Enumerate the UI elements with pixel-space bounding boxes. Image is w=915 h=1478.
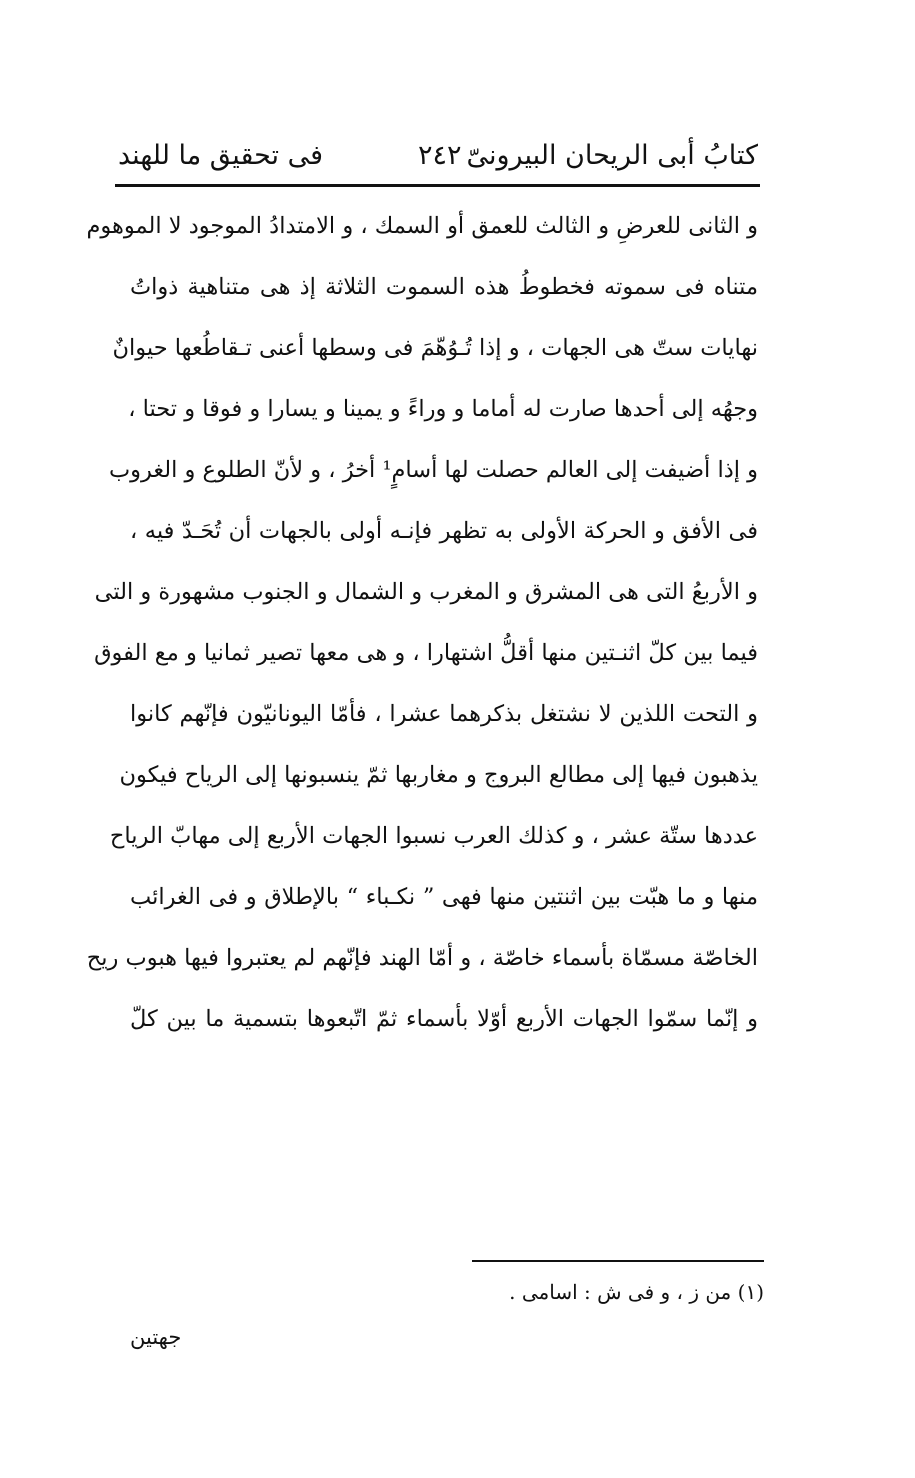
- text-line: و إنّما سمّوا الجهات الأربع أوّلا بأسماء ثمّ اتّبعوها بتسمية ما بين كلّ: [130, 1006, 758, 1032]
- text-line: و الثانى للعرضِ و الثالث للعمق أو السمك ، و الامتدادُ الموجود لا الموهوم: [86, 213, 758, 239]
- text-line: متناه فى سموته فخطوطُ هذه السموت الثلاثة إذ هى متناهية ذواتُ: [130, 274, 758, 300]
- body-text: [86, 196, 758, 1050]
- text-line: وجهُه إلى أحدها صارت له أماما و وراءً و يمينا و يسارا و فوقا و تحتا ،: [128, 396, 758, 422]
- text-line: يذهبون فيها إلى مطالع البروج و مغاربها ثمّ ينسبونها إلى الرياح فيكون: [119, 762, 758, 788]
- header-rule: [115, 184, 760, 187]
- text-line: الخاصّة مسمّاة بأسماء خاصّة ، و أمّا الهند فإنّهم لم يعتبروا فيها هبوب ريح: [86, 945, 758, 971]
- header-section-title: فى تحقيق ما للهند: [118, 140, 324, 171]
- footnote-rule: [472, 1260, 764, 1262]
- text-line: و الأربعُ التى هى المشرق و المغرب و الشمال و الجنوب مشهورة و التى: [94, 579, 758, 605]
- text-line: فيما بين كلّ اثنـتين منها أقلُّ اشتهارا ، و هى معها تصير ثمانيا و مع الفوق: [94, 640, 758, 666]
- text-line: و التحت اللذين لا نشتغل بذكرهما عشرا ، فأمّا اليونانيّون فإنّهم كانوا: [130, 701, 758, 727]
- text-line: عددها ستّة عشر ، و كذلك العرب نسبوا الجهات الأربع إلى مهابّ الرياح: [109, 823, 758, 849]
- text-line: نهايات ستّ هى الجهات ، و إذا تُـوُهّمَ فى وسطها أعنى تـقاطُعها حيوانٌ: [112, 335, 758, 361]
- header-book-title: كتابُ أبى الريحان البيرونىّ: [466, 140, 758, 171]
- text-line: و إذا أضيفت إلى العالم حصلت لها أسامٍ¹ أخرُ ، و لأنّ الطلوع و الغروب: [108, 457, 758, 483]
- page-number: ٢٤٢: [418, 140, 462, 171]
- running-header: [118, 132, 758, 182]
- catchword: جهتين: [130, 1325, 182, 1349]
- footnote: (١) من ز ، و فى ش : اسامى .: [509, 1280, 764, 1304]
- text-line: منها و ما هبّت بين اثنتين منها فهى ” نكـباء “ بالإطلاق و فى الغرائب: [130, 884, 758, 910]
- text-line: فى الأفق و الحركة الأولى به تظهر فإنـه أولى بالجهات أن تُحَـدّ فيه ،: [130, 518, 758, 544]
